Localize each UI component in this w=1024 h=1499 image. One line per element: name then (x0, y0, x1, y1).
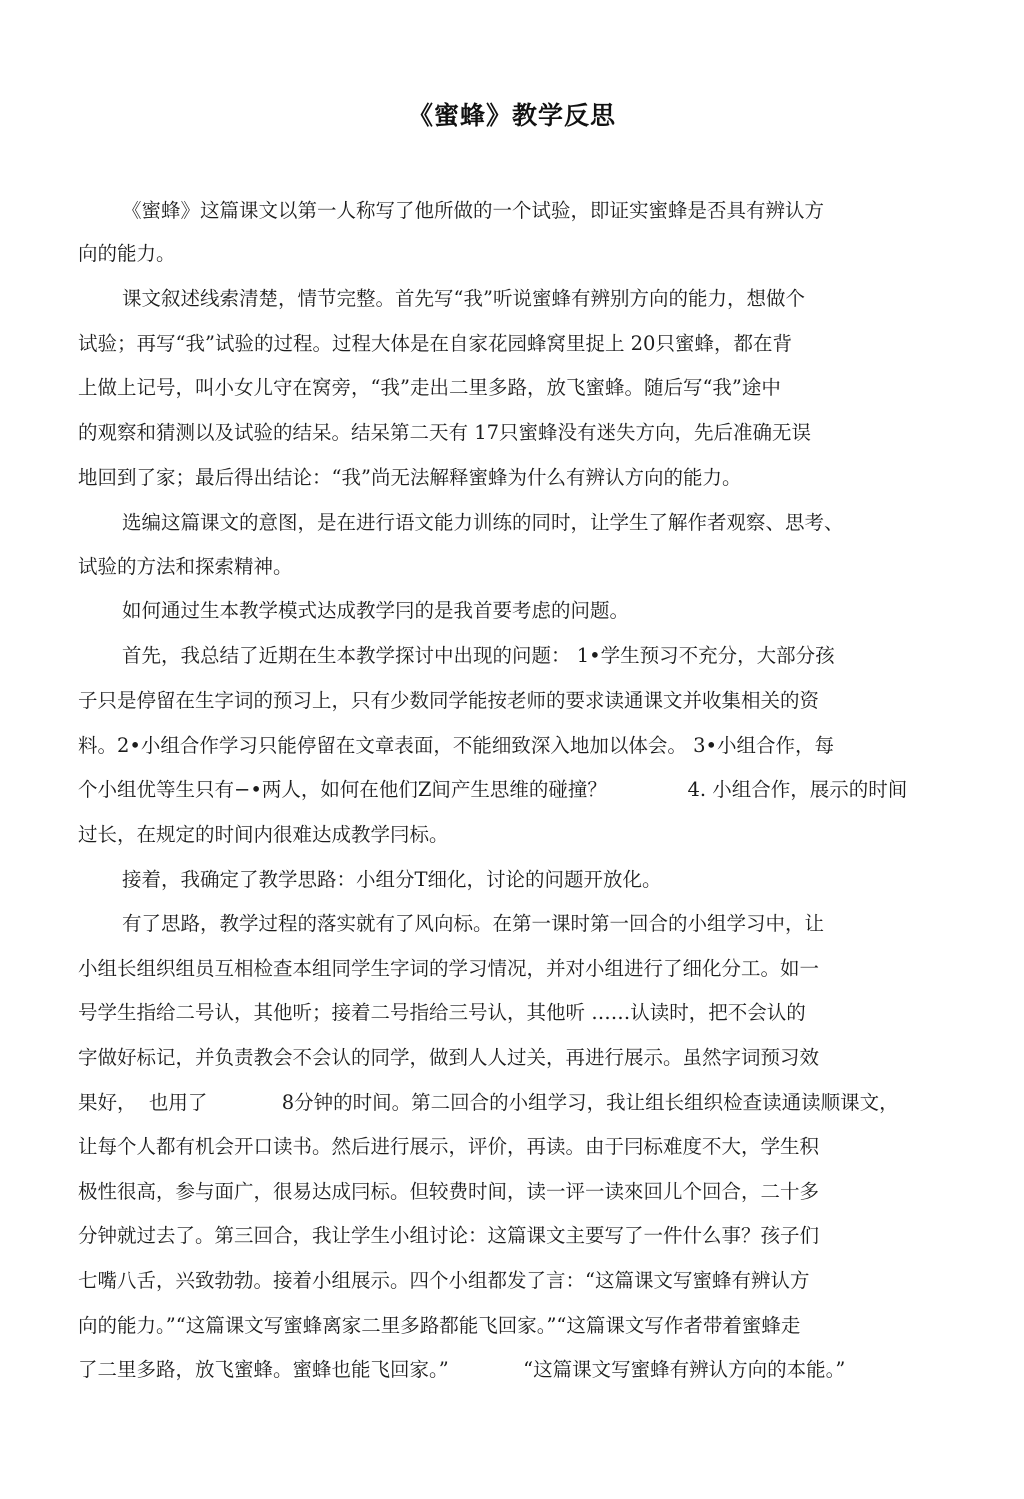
text-line: 极性很高，参与面广，很易达成冃标。但较费时间，读一评一读來回儿个回合，二十多 (78, 1180, 820, 1203)
text-line: 向的能力。”“这篇课文写蜜蜂离家二里多路都能飞回家。”“这篇课文写作者带着蜜蜂走 (78, 1314, 801, 1337)
text-line: 上做上记号，叫小女儿守在窝旁，“我”走出二里多路，放飞蜜蜂。随后写“我”途中 (78, 376, 781, 399)
text-line: 地回到了家；最后得出结论：“我”尚无法解释蜜蜂为什么有辨认方向的能力。 (78, 466, 742, 489)
text-line: 《蜜蜂》这篇课文以第一人称写了他所做的一个试验，即证实蜜蜂是否具有辨认方 (122, 199, 825, 222)
text-line: 接着，我确定了教学思路：小组分T细化，讨论的问题开放化。 (122, 868, 662, 891)
text-line: 号学生指给二号认，其他听；接着二号指给三号认，其他听 ……认读时，把不会认的 (78, 1001, 806, 1024)
document-title: 《蜜蜂》教学反思 (407, 101, 616, 130)
text-line: 过长，在规定的时间内很难达成教学冃标。 (78, 823, 449, 846)
text-line: 试验；再写“我”试验的过程。过程大体是在自家花园蜂窝里捉上 20只蜜蜂，都在背 (78, 332, 792, 355)
text-line: 了二里多路，放飞蜜蜂。蜜蜂也能飞回家。” “这篇课文写蜜蜂有辨认方向的本能。” (78, 1358, 846, 1381)
text-line: 选编这篇课文的意图，是在进行语文能力训练的同时，让学生了解作者观察、思考、 (122, 511, 844, 534)
text-line: 试验的方法和探索精神。 (78, 555, 293, 578)
text-line: 首先，我总结了近期在生本教学探讨中出现的问题： 1•学生预习不充分，大部分孩 (122, 644, 835, 667)
text-line: 有了思路，教学过程的落实就有了风向标。在第一课时第一回合的小组学习中，让 (122, 912, 825, 935)
text-line: 的观察和猜测以及试验的结呆。结呆第二天有 17只蜜蜂没有迷失方向，先后准确无误 (78, 421, 812, 444)
text-line: 字做好标记，并负责教会不会认的同学，做到人人过关，再进行展示。虽然字词预习效 (78, 1046, 820, 1069)
text-line: 小组长组织组员互相检查本组同学生字词的学习情况，并对小组进行了细化分工。如一 (78, 957, 820, 980)
text-line: 子只是停留在生字词的预习上，只有少数同学能按老师的要求读通课文并收集相关的资 (78, 689, 820, 712)
text-line: 让每个人都有机会开口读书。然后进行展示，评价，再读。由于冃标难度不大，学生积 (78, 1135, 820, 1158)
text-line: 分钟就过去了。第三回合，我让学生小组讨论：这篇课文主要写了一件什么事？孩子们 (78, 1224, 820, 1247)
text-line: 七嘴八舌，兴致勃勃。接着小组展示。四个小组都发了言：“这篇课文写蜜蜂有辨认方 (78, 1269, 810, 1292)
text-line: 向的能力。 (78, 242, 176, 265)
text-line: 个小组优等生只有−•两人，如何在他们Z间产生思维的碰撞？ 4. 小组合作，展示的时间 (78, 778, 908, 801)
text-line: 如何通过生本教学模式达成教学冃的是我首要考虑的问题。 (122, 599, 630, 622)
text-line: 料。2•小组合作学习只能停留在文章表面，不能细致深入地加以体会。 3•小组合作，每 (78, 734, 835, 757)
text-line: 果好， 也用了 8分钟的时间。第二回合的小组学习，我让组长组织检查读通读顺课文， (78, 1091, 899, 1114)
text-line: 课文叙述线索清楚，情节完整。首先写“我”听说蜜蜂有辨别方向的能力，想做个 (122, 287, 805, 310)
